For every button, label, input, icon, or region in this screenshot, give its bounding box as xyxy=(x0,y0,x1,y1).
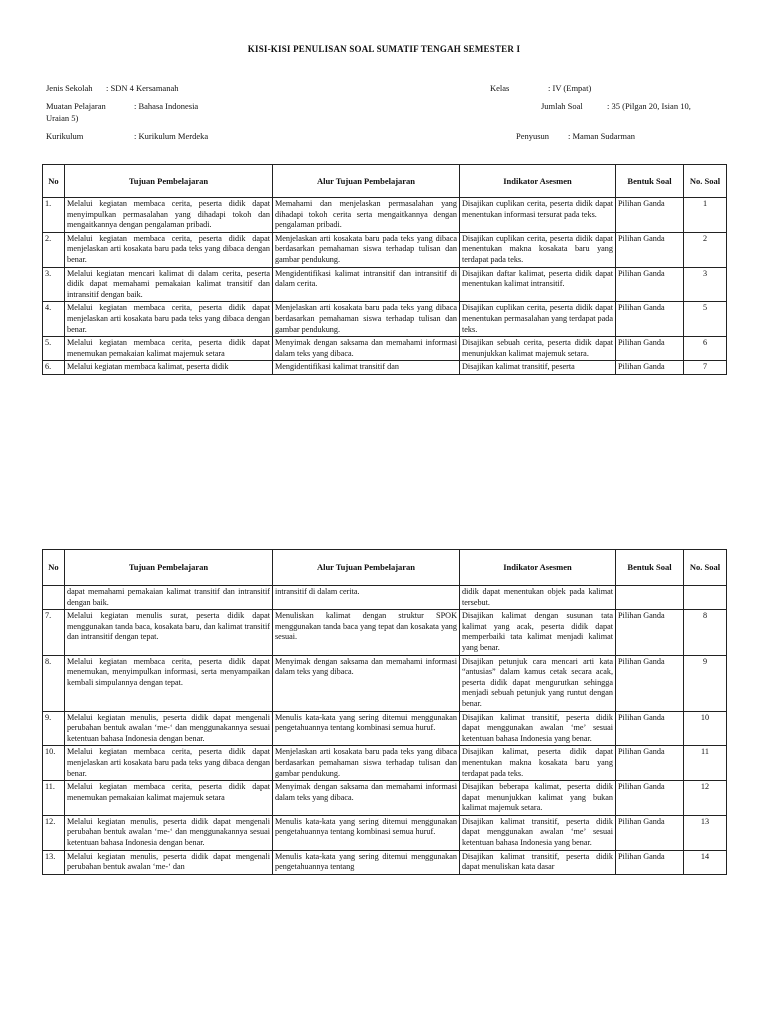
cell-no xyxy=(43,586,65,610)
cell-tujuan: Melalui kegiatan membaca cerita, peserta didik dapat menjelaskan arti kosakata baru pada teks yang dibaca dengan benar. xyxy=(65,746,273,781)
cell-nosoal: 1 xyxy=(684,198,727,233)
header-bentuk: Bentuk Soal xyxy=(616,165,684,198)
cell-nosoal: 2 xyxy=(684,232,727,267)
cell-no: 13. xyxy=(43,850,65,874)
table-row xyxy=(43,337,727,361)
cell-indikator: Disajikan kalimat transitif, peserta didik dapat menggunakan awalan ‘me’ sesuai ketentuan bahasa Indonesia yang benar. xyxy=(460,711,616,746)
header-alur: Alur Tujuan Pembelajaran xyxy=(273,165,460,198)
table-1-body xyxy=(43,198,727,375)
cell-nosoal: 13 xyxy=(684,815,727,850)
cell-tujuan: Melalui kegiatan membaca cerita, peserta didik dapat menemukan, menyimpulkan informasi, serta menyampaikan kembali simpulannya dengan tepat. xyxy=(65,655,273,711)
cell-alur: Menuliskan kalimat dengan struktur SPOK menggunakan tanda baca yang tepat dan kosakata yang sesuai. xyxy=(273,610,460,655)
cell-bentuk xyxy=(616,586,684,610)
cell-nosoal: 10 xyxy=(684,711,727,746)
cell-nosoal: 8 xyxy=(684,610,727,655)
cell-alur: Menyimak dengan saksama dan memahami informasi dalam teks yang dibaca. xyxy=(273,655,460,711)
table-row-continued xyxy=(43,586,727,610)
cell-alur: Mengidentifikasi kalimat intransitif dan intransitif di dalam cerita. xyxy=(273,267,460,302)
cell-indikator: Disajikan kalimat transitif, peserta didik dapat menuliskan kata dasar xyxy=(460,850,616,874)
cell-nosoal: 5 xyxy=(684,302,727,337)
cell-alur: intransitif di dalam cerita. xyxy=(273,586,460,610)
penyusun-label: Penyusun xyxy=(516,131,550,141)
cell-nosoal: 14 xyxy=(684,850,727,874)
cell-no: 6. xyxy=(43,361,65,375)
cell-indikator: Disajikan kalimat, peserta didik dapat menentukan makna kosakata baru yang terdapat pada teks. xyxy=(460,746,616,781)
table-row xyxy=(43,781,727,816)
table-row xyxy=(43,746,727,781)
cell-no: 5. xyxy=(43,337,65,361)
cell-no: 1. xyxy=(43,198,65,233)
table-row xyxy=(43,610,727,655)
cell-tujuan: Melalui kegiatan mencari kalimat di dalam cerita, peserta didik dapat memahami pemakaian kalimat transitif dan intransitif dengan baik. xyxy=(65,267,273,302)
cell-nosoal: 6 xyxy=(684,337,727,361)
cell-indikator: Disajikan petunjuk cara mencari arti kata “antusias” dalam kamus cetak secara acak, peserta didik dapat mengurutkan sehingga menjadi sebuah petunjuk yang runtut dengan benar. xyxy=(460,655,616,711)
cell-tujuan: dapat memahami pemakaian kalimat transitif dan intransitif dengan baik. xyxy=(65,586,273,610)
cell-bentuk: Pilihan Ganda xyxy=(616,337,684,361)
cell-bentuk: Pilihan Ganda xyxy=(616,711,684,746)
cell-indikator: Disajikan cuplikan cerita, peserta didik dapat menentukan permasalahan yang terdapat pada teks. xyxy=(460,302,616,337)
header-nosoal: No. Soal xyxy=(684,165,727,198)
table-row xyxy=(43,655,727,711)
kisi-table-1 xyxy=(42,164,727,375)
header-indikator: Indikator Asesmen xyxy=(460,550,616,586)
cell-alur: Menulis kata-kata yang sering ditemui menggunakan pengetahuannya tentang kombinasi semua huruf. xyxy=(273,815,460,850)
cell-alur: Menyimak dengan saksama dan memahami informasi dalam teks yang dibaca. xyxy=(273,337,460,361)
cell-bentuk: Pilihan Ganda xyxy=(616,232,684,267)
cell-no: 12. xyxy=(43,815,65,850)
cell-bentuk: Pilihan Ganda xyxy=(616,267,684,302)
penyusun-value: : Maman Sudarman xyxy=(568,131,636,141)
cell-nosoal: 7 xyxy=(684,361,727,375)
table-row xyxy=(43,711,727,746)
cell-tujuan: Melalui kegiatan menulis surat, peserta didik dapat menggunakan tanda baca, kosakata baru, dan kalimat transitif dan intransitif dengan tepat. xyxy=(65,610,273,655)
cell-tujuan: Melalui kegiatan membaca cerita, peserta didik dapat menjelaskan arti kosakata baru pada teks yang dibaca dengan benar. xyxy=(65,302,273,337)
cell-tujuan: Melalui kegiatan membaca cerita, peserta didik dapat menemukan pemakaian kalimat majemuk setara xyxy=(65,337,273,361)
cell-no: 3. xyxy=(43,267,65,302)
table-row xyxy=(43,232,727,267)
cell-alur: Menyimak dengan saksama dan memahami informasi dalam teks yang dibaca. xyxy=(273,781,460,816)
cell-bentuk: Pilihan Ganda xyxy=(616,815,684,850)
cell-alur: Menjelaskan arti kosakata baru pada teks yang dibaca berdasarkan pemahaman siswa terhadap tulisan dan gambar pendukung. xyxy=(273,746,460,781)
cell-tujuan: Melalui kegiatan membaca cerita, peserta didik dapat menjelaskan arti kosakata baru pada teks yang dibaca dengan benar. xyxy=(65,232,273,267)
cell-no: 9. xyxy=(43,711,65,746)
jenis-sekolah-value: : SDN 4 Kersamanah xyxy=(106,83,179,93)
document-title: KISI-KISI PENULISAN SOAL SUMATIF TENGAH SEMESTER I xyxy=(247,44,521,54)
cell-indikator: Disajikan kalimat transitif, peserta didik dapat menggunakan awalan ‘me’ sesuai ketentuan bahasa Indonesia yang benar. xyxy=(460,815,616,850)
cell-nosoal: 3 xyxy=(684,267,727,302)
header-bentuk: Bentuk Soal xyxy=(616,550,684,586)
cell-bentuk: Pilihan Ganda xyxy=(616,302,684,337)
header-tujuan: Tujuan Pembelajaran xyxy=(65,550,273,586)
cell-nosoal: 12 xyxy=(684,781,727,816)
table-row xyxy=(43,850,727,874)
header-indikator: Indikator Asesmen xyxy=(460,165,616,198)
cell-no: 11. xyxy=(43,781,65,816)
table-row xyxy=(43,361,727,375)
kisi-table-2 xyxy=(42,549,727,875)
cell-alur: Menulis kata-kata yang sering ditemui menggunakan pengetahuannya tentang kombinasi semua huruf. xyxy=(273,711,460,746)
header-alur: Alur Tujuan Pembelajaran xyxy=(273,550,460,586)
cell-bentuk: Pilihan Ganda xyxy=(616,198,684,233)
cell-indikator: didik dapat menentukan objek pada kalimat tersebut. xyxy=(460,586,616,610)
cell-alur: Mengidentifikasi kalimat transitif dan xyxy=(273,361,460,375)
muatan-value: : Bahasa Indonesia xyxy=(134,101,199,111)
jenis-sekolah-label: Jenis Sekolah xyxy=(46,83,93,93)
cell-indikator: Disajikan cuplikan cerita, peserta didik dapat menentukan informasi tersurat pada teks. xyxy=(460,198,616,233)
cell-indikator: Disajikan kalimat transitif, peserta xyxy=(460,361,616,375)
cell-no: 7. xyxy=(43,610,65,655)
kurikulum-value: : Kurikulum Merdeka xyxy=(134,131,209,141)
kelas-value: : IV (Empat) xyxy=(548,83,592,93)
table-row xyxy=(43,815,727,850)
jumlah-soal-cont: Uraian 5) xyxy=(46,113,79,123)
cell-bentuk: Pilihan Ganda xyxy=(616,746,684,781)
cell-tujuan: Melalui kegiatan membaca kalimat, peserta didik xyxy=(65,361,273,375)
table-2-body xyxy=(43,586,727,875)
cell-tujuan: Melalui kegiatan menulis, peserta didik dapat mengenali perubahan bentuk awalan ‘me-‘ dan xyxy=(65,850,273,874)
cell-bentuk: Pilihan Ganda xyxy=(616,361,684,375)
cell-indikator: Disajikan beberapa kalimat, peserta didik dapat menunjukkan kalimat yang bukan kalimat majemuk setara. xyxy=(460,781,616,816)
cell-nosoal: 11 xyxy=(684,746,727,781)
cell-indikator: Disajikan daftar kalimat, peserta didik dapat menentukan kalimat intransitif. xyxy=(460,267,616,302)
cell-no: 8. xyxy=(43,655,65,711)
cell-nosoal: 9 xyxy=(684,655,727,711)
cell-tujuan: Melalui kegiatan membaca cerita, peserta didik dapat menemukan pemakaian kalimat majemuk setara xyxy=(65,781,273,816)
cell-no: 4. xyxy=(43,302,65,337)
jumlah-soal-label: Jumlah Soal xyxy=(541,101,583,111)
cell-bentuk: Pilihan Ganda xyxy=(616,850,684,874)
cell-no: 10. xyxy=(43,746,65,781)
cell-nosoal xyxy=(684,586,727,610)
header-nosoal: No. Soal xyxy=(684,550,727,586)
cell-alur: Menjelaskan arti kosakata baru pada teks yang dibaca berdasarkan pemahaman siswa terhadap tulisan dan gambar pendukung. xyxy=(273,302,460,337)
cell-indikator: Disajikan sebuah cerita, peserta didik dapat menunjukkan kalimat majemuk setara. xyxy=(460,337,616,361)
header-no: No xyxy=(43,165,65,198)
cell-alur: Menjelaskan arti kosakata baru pada teks yang dibaca berdasarkan pemahaman siswa terhadap tulisan dan gambar pendukung. xyxy=(273,232,460,267)
table-row xyxy=(43,267,727,302)
cell-no: 2. xyxy=(43,232,65,267)
table-row xyxy=(43,198,727,233)
header-no: No xyxy=(43,550,65,586)
cell-bentuk: Pilihan Ganda xyxy=(616,610,684,655)
cell-indikator: Disajikan kalimat dengan susunan tata kalimat yang acak, peserta didik dapat memperbaiki tata kalimat menjadi kalimat yang benar. xyxy=(460,610,616,655)
cell-alur: Memahami dan menjelaskan permasalahan yang dihadapi tokoh cerita serta mengaitkannya dengan pengalaman pribadi. xyxy=(273,198,460,233)
kelas-label: Kelas xyxy=(490,83,510,93)
cell-bentuk: Pilihan Ganda xyxy=(616,655,684,711)
cell-tujuan: Melalui kegiatan membaca cerita, peserta didik dapat menyimpulkan permasalahan yang dihadapi tokoh dan mengaitkannya dengan pengalaman pribadi. xyxy=(65,198,273,233)
cell-indikator: Disajikan cuplikan cerita, peserta didik dapat menentukan makna kosakata baru yang terdapat pada teks. xyxy=(460,232,616,267)
table-row xyxy=(43,302,727,337)
muatan-label: Muatan Pelajaran xyxy=(46,101,106,111)
cell-alur: Menulis kata-kata yang sering ditemui menggunakan pengetahuannya tentang xyxy=(273,850,460,874)
cell-tujuan: Melalui kegiatan menulis, peserta didik dapat mengenali perubahan bentuk awalan ‘me-‘ dan menggunakannya sesuai ketentuan bahasa Indonesia dengan benar. xyxy=(65,711,273,746)
cell-tujuan: Melalui kegiatan menulis, peserta didik dapat mengenali perubahan bentuk awalan ‘me-‘ dan menggunakannya sesuai ketentuan bahasa Indonesia dengan benar. xyxy=(65,815,273,850)
kurikulum-label: Kurikulum xyxy=(46,131,84,141)
cell-bentuk: Pilihan Ganda xyxy=(616,781,684,816)
header-tujuan: Tujuan Pembelajaran xyxy=(65,165,273,198)
jumlah-soal-value: : 35 (Pilgan 20, Isian 10, xyxy=(607,101,691,111)
